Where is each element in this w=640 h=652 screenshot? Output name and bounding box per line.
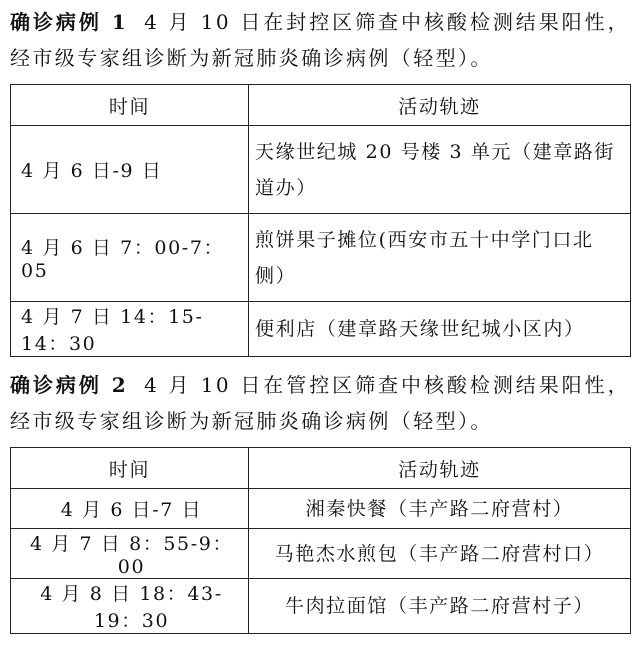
header-activity: 活动轨迹 xyxy=(249,448,631,489)
case1-track-table xyxy=(10,84,631,357)
case2-track-table xyxy=(10,447,631,634)
row-time: 4 月 7 日 14：15-14：30 xyxy=(11,302,249,357)
case2-title: 确诊病例 2 xyxy=(10,373,129,397)
case1-paragraph xyxy=(10,4,630,76)
row-activity: 煎饼果子摊位(西安市五十中学门口北侧） xyxy=(249,214,631,302)
table-row xyxy=(11,579,631,634)
header-time: 时间 xyxy=(11,85,249,126)
row-activity: 天缘世纪城 20 号楼 3 单元（建章路街道办） xyxy=(249,126,631,214)
row-activity: 便利店（建章路天缘世纪城小区内） xyxy=(249,302,631,357)
table-row xyxy=(11,214,631,302)
header-activity: 活动轨迹 xyxy=(249,85,631,126)
header-time: 时间 xyxy=(11,448,249,489)
table-header-row xyxy=(11,448,631,489)
row-time: 4 月 7 日 8：55-9：00 xyxy=(11,529,249,579)
row-time: 4 月 6 日 7：00-7：05 xyxy=(11,214,249,302)
table-row xyxy=(11,126,631,214)
row-time: 4 月 8 日 18：43-19：30 xyxy=(11,579,249,634)
case2-paragraph xyxy=(10,367,630,439)
table-header-row xyxy=(11,85,631,126)
row-time: 4 月 6 日-7 日 xyxy=(11,489,249,529)
case1-text: 4 月 10 日在封控区筛查中核酸检测结果阳性，经市级专家组诊断为新冠肺炎确诊病例（轻型）。 xyxy=(10,10,630,70)
table-row xyxy=(11,529,631,579)
row-activity: 牛肉拉面馆（丰产路二府营村子） xyxy=(249,579,631,634)
case1-title: 确诊病例 1 xyxy=(10,10,129,34)
row-time: 4 月 6 日-9 日 xyxy=(11,126,249,214)
row-activity: 马艳杰水煎包（丰产路二府营村口） xyxy=(249,529,631,579)
case2-text: 4 月 10 日在管控区筛查中核酸检测结果阳性，经市级专家组诊断为新冠肺炎确诊病例（轻型）。 xyxy=(10,373,630,433)
row-activity: 湘秦快餐（丰产路二府营村） xyxy=(249,489,631,529)
table-row xyxy=(11,302,631,357)
table-row xyxy=(11,489,631,529)
